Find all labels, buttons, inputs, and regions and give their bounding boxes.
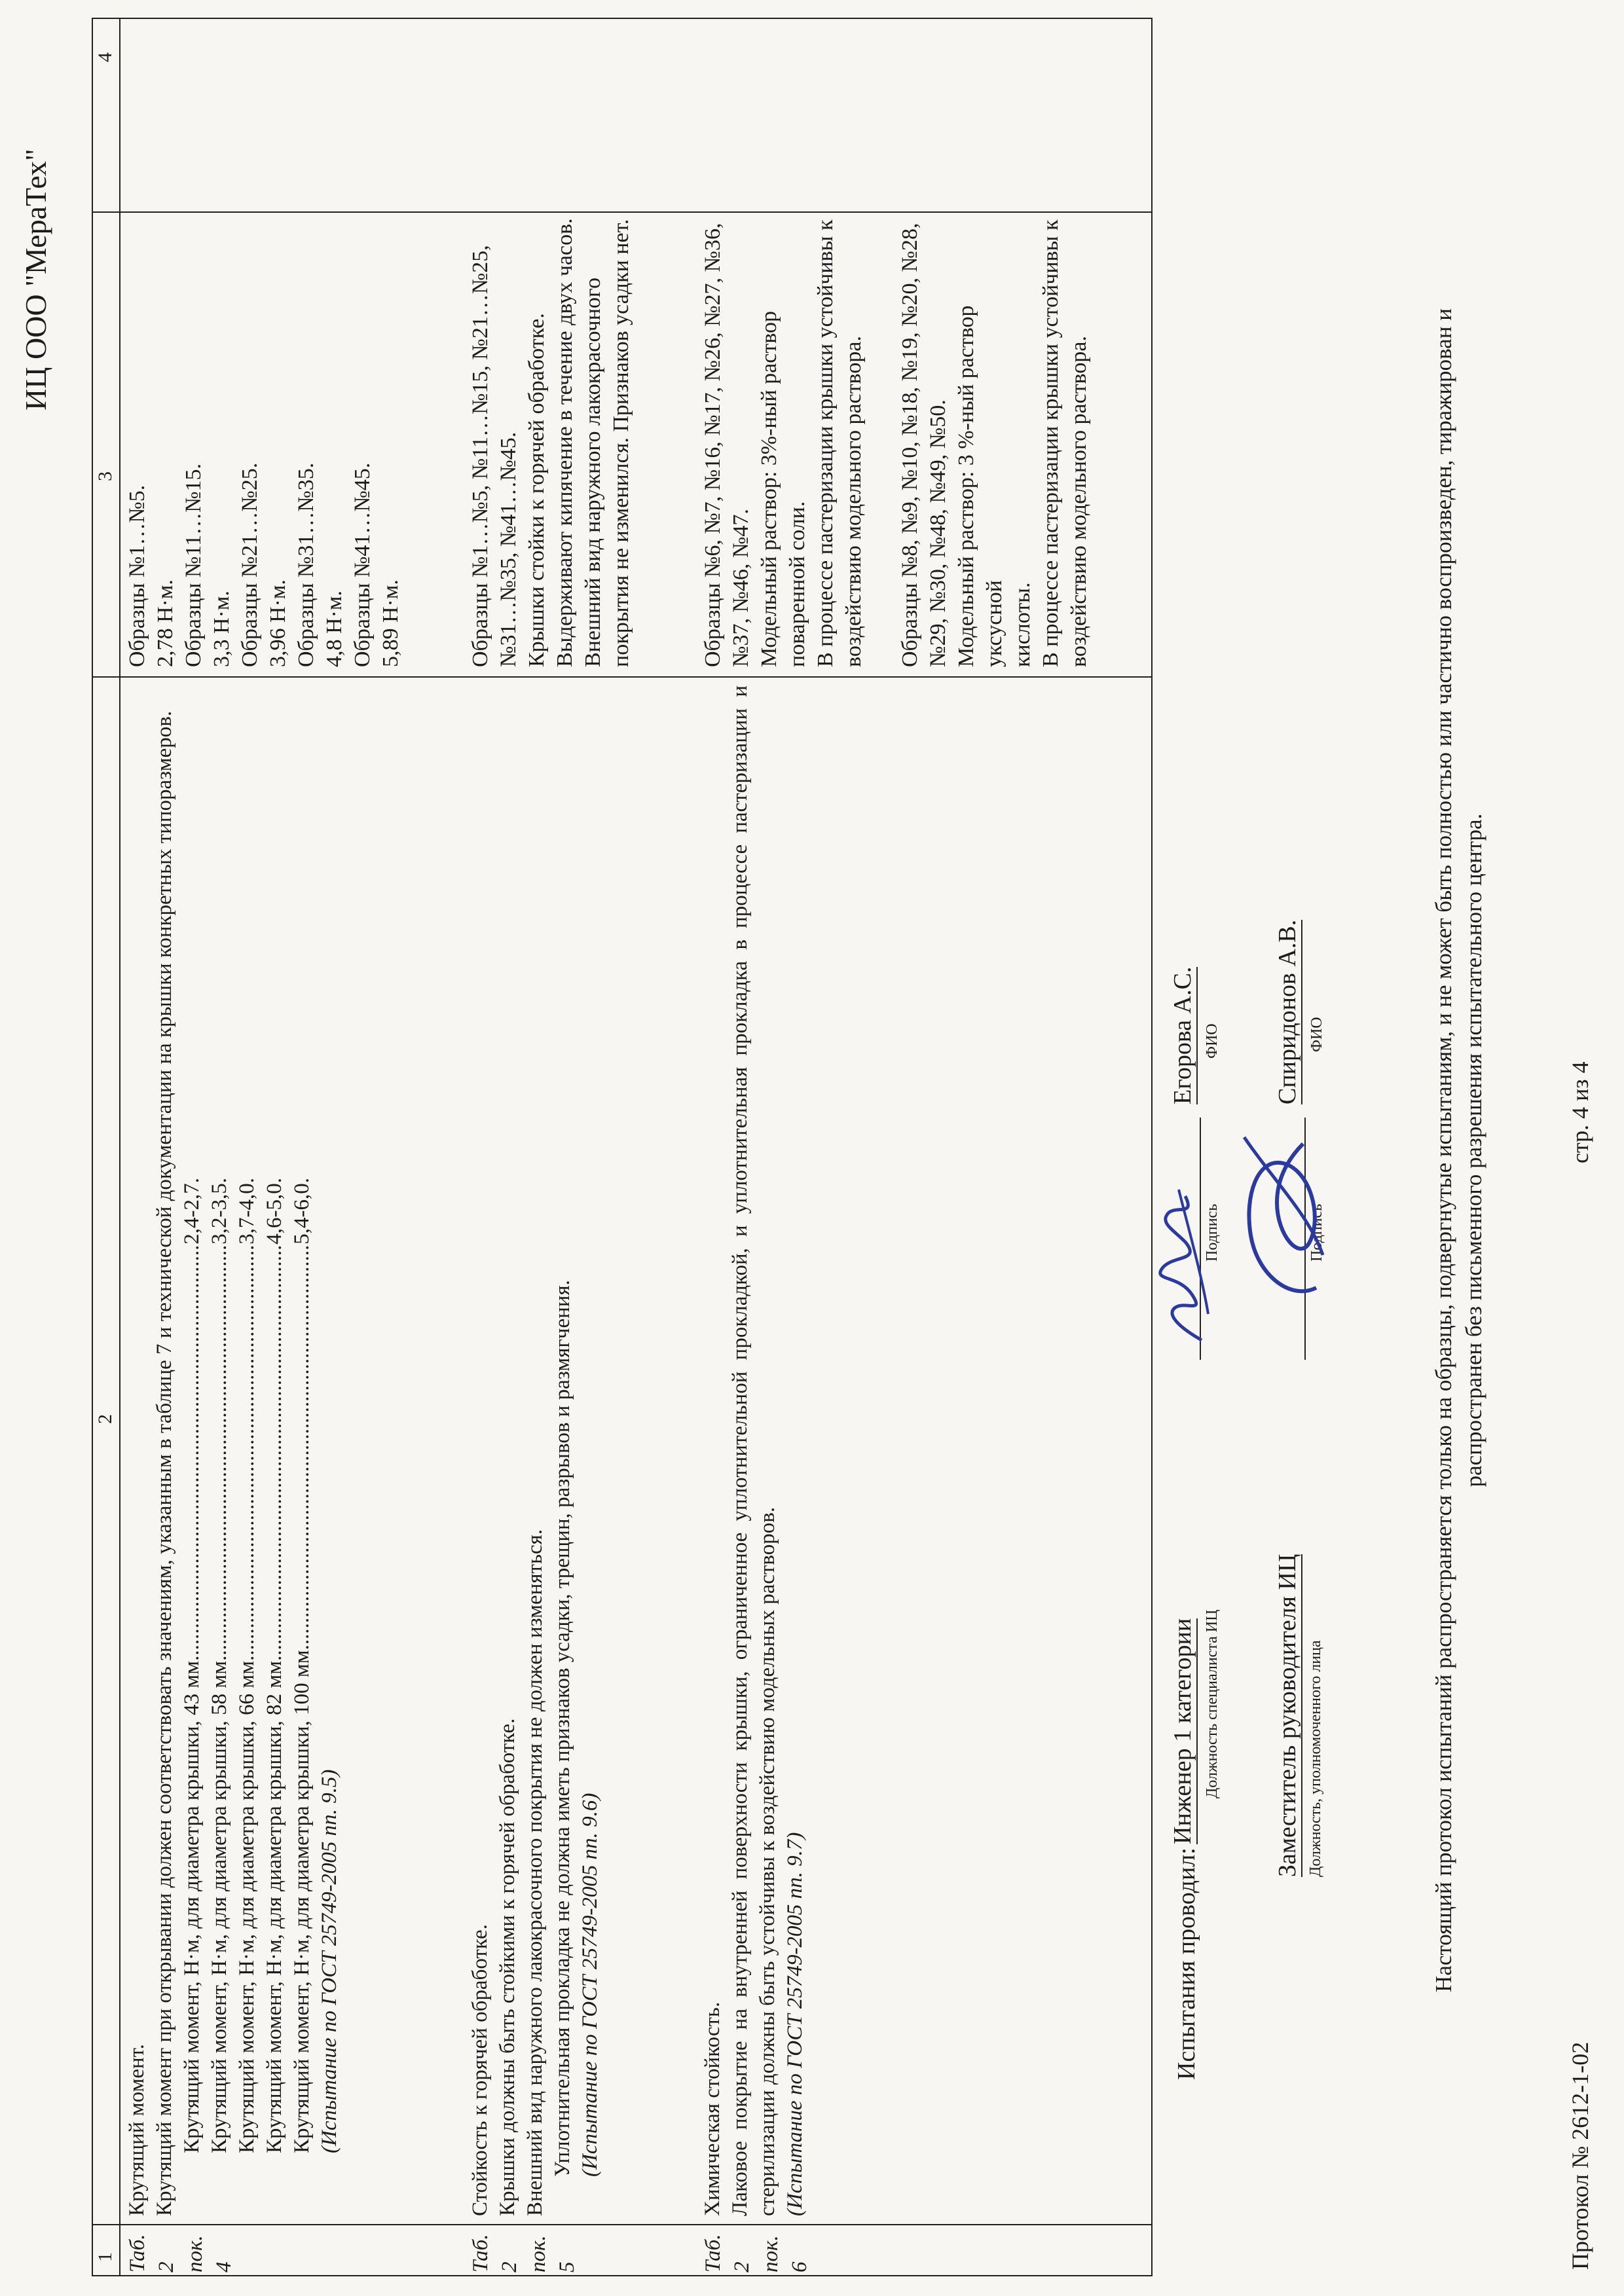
ref-table: Таб. 2 [701,2234,754,2272]
result-line: В процессе пастеризации крышки устойчивы к [1039,219,1063,667]
result-line: поваренной соли. [785,501,809,667]
result-line: кислоты. [1010,582,1035,667]
column-divider [93,676,1151,678]
ref-table: Таб. 2 [469,2234,521,2272]
result-line: В процессе пастеризации крышки устойчивы к [813,219,838,667]
position-1 [1168,1373,1197,1844]
result-line: воздействию модельного раствора. [1067,336,1091,667]
torque-items [178,1178,316,2216]
requirement-line: Уплотнительная прокладка не должна иметь признаков усадки, трещин, разрывов и размягчения. [551,1280,574,2177]
requirement-title: Крутящий момент. [125,2044,149,2216]
result-hot-processing [466,215,635,667]
requirement-text: Крутящий момент при открывании должен соответствовать значениям, указанным в таблице 7 и технической документации на крышки конкретных типоразмеров. [153,710,176,2216]
list-item [178,1178,206,2153]
result-line: покрытия не изменился. Признаков усадки нет. [609,219,633,667]
item-value: 5,4-6,0. [290,1178,314,1245]
item-label: Крутящий момент, Н·м, для диаметра крышки, 100 мм [290,1650,314,2153]
requirement-text: Лаковое покрытие на внутренней поверхности крышки, ограниченное уплотнительной прокладкой, и уплотнительная прокладка в процессе пастеризации и стерилизации должны быть устойчивы к воздействию модельных растворов. [728,685,779,2216]
position-caption: Должность специалиста ИЦ [1204,1609,1221,1798]
ref-item: пок. 4 [183,2235,236,2272]
list-item [206,1178,233,2153]
result-line: Образцы №6, №7, №16, №17, №26, №27, №36, [701,223,725,667]
name-1 [1168,967,1197,1104]
results-table [92,18,1153,2276]
result-line: 5,89 Н·м. [378,579,403,667]
result-chemical-resistance [699,215,1093,667]
item-value: 3,7-4,0. [235,1178,259,1245]
result-line: Внешний вид наружного лакокрасочного [581,277,605,667]
test-method: (Испытание по ГОСТ 25749-2005 пп. 9.7) [783,1832,807,2216]
column-number-2: 2 [94,1414,116,1424]
result-line: Образцы №11…№15. [181,463,206,667]
result-line: Модельный раствор: 3 %-ный раствор уксусной [954,305,1006,667]
result-line: №29, №30, №48, №49, №50. [926,399,950,667]
position-title: Инженер 1 категории [1169,1618,1196,1844]
result-line: 2,78 Н·м. [153,579,177,667]
position-title: Заместитель руководителя ИЦ [1274,1554,1301,1877]
result-line: Образцы №41…№45. [350,462,375,667]
requirement-chemical-resistance [699,685,809,2216]
result-line: Образцы №1…№5. [125,484,149,667]
test-method: (Испытание по ГОСТ 25749-2005 пп. 9.6) [578,1793,602,2177]
result-line: Выдерживают кипячение в течение двух часов. [553,218,577,667]
item-value: 2,4-2,7. [180,1178,204,1245]
result-line: Образцы №1…№5, №11…№15, №21…№25, [468,245,492,667]
result-line: Образцы №8, №9, №10, №18, №19, №20, №28, [898,223,922,667]
ref-item: пок. 5 [526,2235,579,2272]
position-caption: Должность, уполномоченного лица [1307,1640,1324,1877]
item-label: Крутящий момент, Н·м, для диаметра крышки, 82 мм [263,1660,286,2153]
result-line: Модельный раствор: 3%-ный раствор [757,310,781,667]
signature-scribble-2 [1231,1118,1336,1314]
result-line: №37, №46, №47. [729,509,753,667]
organization-name: ИЦ ООО "МераТех" [19,149,52,410]
notice-line: распространен без письменного разрешения испытательного центра. [1461,813,1486,1487]
conducted-by-label: Испытания проводил: [1173,1848,1200,2080]
ref-table: Таб. 2 [126,2234,178,2272]
column-divider [93,211,1151,213]
requirement-title: Химическая стойкость. [701,2001,724,2216]
page-number: стр. 4 из 4 [1567,1061,1593,1163]
result-line: воздействию модельного раствора. [841,336,866,667]
requirement-torque [123,685,343,2216]
result-line: Образцы №21…№25. [238,462,262,667]
result-torque [123,215,405,667]
row-ref [123,2227,238,2272]
item-label: Крутящий момент, Н·м, для диаметра крышки, 43 мм [180,1660,204,2153]
item-value: 4,6-5,0. [263,1178,286,1245]
list-item [288,1178,316,2153]
table-header-row [93,19,120,2275]
requirement-title: Стойкость к горячей обработке. [468,1924,492,2216]
position-2 [1273,1379,1302,1877]
result-line: Крышки стойки к горячей обработке. [525,313,549,667]
requirement-line: Внешний вид наружного лакокрасочного покрытия не должен изменяться. [523,1529,547,2216]
ref-item: пок. 6 [759,2235,811,2272]
column-number-3: 3 [94,471,116,481]
list-item [233,1178,261,2153]
result-line: 3,3 Н·м. [210,591,234,667]
name-caption: ФИО [1308,1017,1325,1052]
requirement-line: Крышки должны быть стойкими к горячей обработке. [496,1718,519,2216]
notice-line: Настоящий протокол испытаний распространяется только на образцы, подвергнутые испытаниям, и не может быть полностью или частично воспроизведен, тиражирован и [1431,308,1456,1992]
result-line-blank [868,215,896,667]
result-line: Образцы №31…№35. [294,462,318,667]
person-name: Егорова А.С. [1169,966,1196,1104]
person-name: Спиридонов А.В. [1274,919,1301,1104]
item-value: 3,2-3,5. [208,1178,231,1245]
column-number-1: 1 [94,2252,116,2262]
item-label: Крутящий момент, Н·м, для диаметра крышки, 66 мм [235,1660,259,2153]
signature-caption: Подпись [1308,1203,1325,1262]
result-line: №31…№35, №41…№45. [496,431,521,667]
column-divider [93,2224,1151,2225]
protocol-number: Протокол № 2612-1-02 [1567,2041,1593,2270]
signature-caption: Подпись [1204,1203,1221,1262]
name-2 [1273,920,1302,1104]
result-line: 4,8 Н·м. [322,591,346,667]
requirement-hot-processing [466,685,604,2216]
column-number-4: 4 [94,52,116,62]
signature-scribble-1 [1139,1144,1225,1353]
list-item [261,1178,288,2153]
result-line: 3,96 Н·м. [266,579,290,667]
legal-notice [1429,31,1489,2270]
row-ref [466,2227,581,2272]
item-label: Крутящий момент, Н·м, для диаметра крышки, 58 мм [208,1660,231,2153]
row-ref [699,2227,814,2272]
name-caption: ФИО [1204,1023,1221,1059]
test-method: (Испытание по ГОСТ 25749-2005 пп. 9.5) [318,1769,341,2153]
